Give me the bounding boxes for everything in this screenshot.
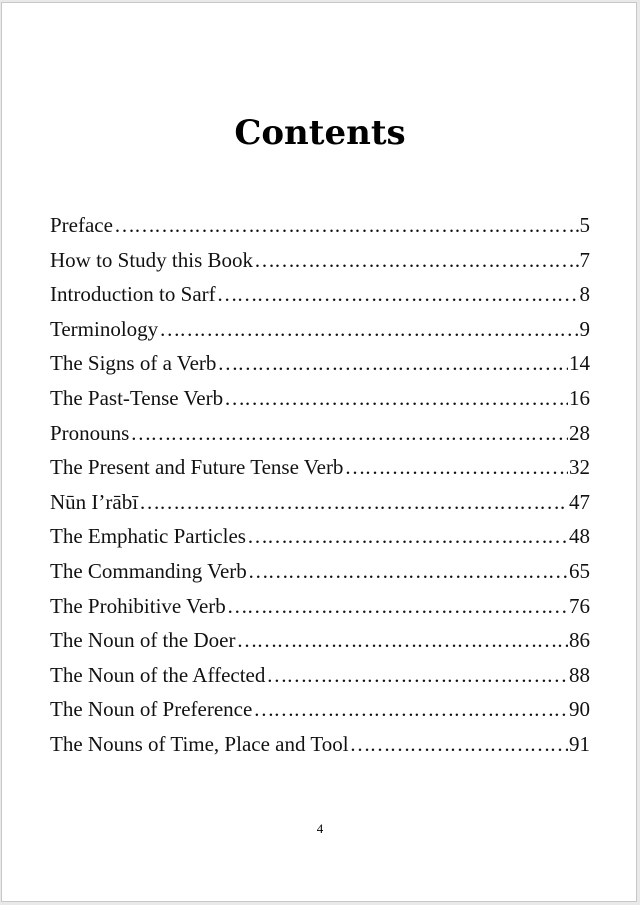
toc-entry-page: 86 <box>569 628 590 653</box>
page-title: Contents <box>234 113 406 153</box>
dot-leader <box>130 421 568 446</box>
toc-entry-page: 14 <box>569 351 590 376</box>
dot-leader <box>236 628 568 653</box>
toc-entry[interactable] <box>50 524 590 559</box>
dot-leader <box>217 351 568 376</box>
toc-entry-page: 9 <box>579 316 590 341</box>
toc-entry[interactable] <box>50 248 590 283</box>
toc-entry-title: The Past-Tense Verb <box>50 385 224 410</box>
dot-leader <box>253 697 568 722</box>
table-of-contents <box>50 213 590 767</box>
toc-entry[interactable] <box>50 628 590 663</box>
toc-entry-page: 76 <box>569 593 590 618</box>
toc-entry-title: How to Study this Book <box>50 247 254 272</box>
document-page <box>1 2 637 902</box>
toc-entry[interactable] <box>50 351 590 386</box>
dot-leader <box>350 732 568 757</box>
toc-entry[interactable] <box>50 317 590 352</box>
dot-leader <box>159 317 578 342</box>
toc-entry[interactable] <box>50 213 590 248</box>
dot-leader <box>217 282 579 307</box>
toc-entry[interactable] <box>50 455 590 490</box>
toc-entry[interactable] <box>50 732 590 767</box>
toc-entry-page: 5 <box>579 213 590 237</box>
toc-entry-page: 48 <box>569 524 590 549</box>
toc-entry-page: 90 <box>569 697 590 722</box>
toc-entry[interactable] <box>50 421 590 456</box>
toc-entry-page: 8 <box>579 282 590 307</box>
dot-leader <box>227 594 568 619</box>
toc-entry-title: The Commanding Verb <box>50 558 247 583</box>
toc-entry-title: The Noun of the Doer <box>50 628 236 653</box>
toc-entry[interactable] <box>50 594 590 629</box>
toc-entry[interactable] <box>50 697 590 732</box>
toc-entry-title: Introduction to Sarf <box>50 282 216 307</box>
toc-entry[interactable] <box>50 559 590 594</box>
toc-entry-title: The Emphatic Particles <box>50 524 246 549</box>
toc-entry-title: Preface <box>50 213 113 237</box>
dot-leader <box>344 455 568 480</box>
page-number: 4 <box>316 821 324 836</box>
dot-leader <box>254 248 578 273</box>
toc-entry-title: The Noun of Preference <box>50 697 253 722</box>
toc-entry[interactable] <box>50 490 590 525</box>
toc-entry[interactable] <box>50 282 590 317</box>
toc-entry-title: Pronouns <box>50 420 130 445</box>
toc-entry-page: 47 <box>569 489 590 514</box>
toc-entry-page: 91 <box>569 731 590 756</box>
toc-entry-title: Terminology <box>50 316 159 341</box>
dot-leader <box>266 663 568 688</box>
toc-entry-title: The Signs of a Verb <box>50 351 217 376</box>
toc-entry-page: 88 <box>569 662 590 687</box>
toc-entry-title: Nūn I’rābī <box>50 489 139 514</box>
toc-entry[interactable] <box>50 386 590 421</box>
dot-leader <box>248 559 568 584</box>
toc-entry-title: The Present and Future Tense Verb <box>50 455 344 480</box>
toc-entry-page: 7 <box>579 247 590 272</box>
toc-entry-title: The Noun of the Affected <box>50 662 266 687</box>
toc-entry-page: 32 <box>569 455 590 480</box>
toc-entry-title: The Prohibitive Verb <box>50 593 226 618</box>
toc-entry-title: The Nouns of Time, Place and Tool <box>50 731 349 756</box>
dot-leader <box>139 490 568 515</box>
toc-entry-page: 16 <box>569 385 590 410</box>
toc-entry-page: 65 <box>569 558 590 583</box>
toc-entry-page: 28 <box>569 420 590 445</box>
dot-leader <box>247 524 568 549</box>
toc-entry[interactable] <box>50 663 590 698</box>
dot-leader <box>114 213 579 238</box>
dot-leader <box>224 386 568 411</box>
